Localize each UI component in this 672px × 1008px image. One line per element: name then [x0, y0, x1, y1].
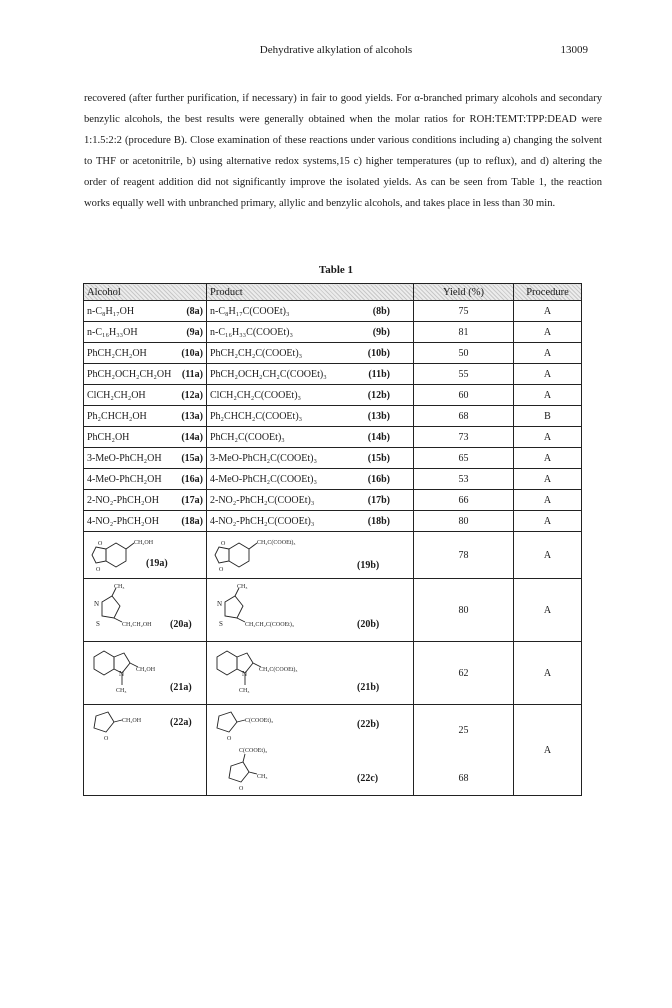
- product-cell: [207, 343, 414, 364]
- alcohol-code: (21a): [170, 682, 192, 693]
- product-code: (14b): [367, 431, 390, 443]
- alcohol-cell: [84, 448, 207, 469]
- product-name: PhCH₂OCH₂CH₂C(COOEt)₃: [210, 368, 327, 380]
- product-name: PhCH₂CH₂C(COOEt)₃: [210, 347, 303, 359]
- product-code: (22b): [357, 719, 380, 730]
- alcohol-code: (17a): [181, 494, 203, 506]
- alcohol-name: ClCH₂CH₂OH: [87, 389, 146, 401]
- yield-cell: 62: [414, 642, 514, 705]
- procedure-cell: A: [514, 343, 582, 364]
- svg-text:O: O: [221, 541, 226, 547]
- benzodioxole-product-icon: [211, 535, 361, 577]
- yield-cell: 75: [414, 301, 514, 322]
- alcohol-name: PhCH₂OH: [87, 431, 130, 443]
- procedure-cell: A: [514, 490, 582, 511]
- procedure-cell: A: [514, 448, 582, 469]
- indole-icon: [88, 645, 198, 703]
- table-row: [84, 406, 582, 427]
- yield-cell: 73: [414, 427, 514, 448]
- table-row: [84, 343, 582, 364]
- product-name: n-C₁₆H₃₃C(COOEt)₃: [210, 326, 293, 338]
- alcohol-structure-20: [84, 579, 207, 642]
- body-paragraph: [84, 88, 602, 214]
- svg-text:N: N: [242, 670, 248, 678]
- svg-text:O: O: [98, 541, 103, 547]
- procedure-cell: A: [514, 642, 582, 705]
- page-number: 13009: [560, 44, 588, 56]
- product-code: (10b): [367, 347, 390, 359]
- product-name: Ph₂CHCH₂C(COOEt)₃: [210, 410, 303, 422]
- product-name: 4-NO₂-PhCH₂C(COOEt)₃: [210, 515, 315, 527]
- alcohol-name: 2-NO₂-PhCH₂OH: [87, 494, 159, 506]
- substituent-label-2: C(COOEt)₃: [239, 748, 268, 754]
- product-name: 4-MeO-PhCH₂C(COOEt)₃: [210, 473, 317, 485]
- indole-product-icon: [211, 645, 361, 703]
- alcohol-code: (19a): [146, 558, 168, 569]
- product-code: (21b): [357, 682, 380, 693]
- table-row: [84, 364, 582, 385]
- product-name: n-C₈H₁₇C(COOEt)₃: [210, 305, 290, 317]
- yield-cell: 66: [414, 490, 514, 511]
- product-cell: [207, 511, 414, 532]
- alcohol-name: Ph₂CHCH₂OH: [87, 410, 147, 422]
- alcohol-structure-21: [84, 642, 207, 705]
- alcohol-name: 4-NO₂-PhCH₂OH: [87, 515, 159, 527]
- benzodioxole-icon: [88, 535, 198, 577]
- yield-cell: 50: [414, 343, 514, 364]
- product-cell: [207, 364, 414, 385]
- product-cell: [207, 427, 414, 448]
- table-row: [84, 322, 582, 343]
- substituent-label: CH₂OH: [122, 718, 142, 724]
- table-row: [84, 301, 582, 322]
- alcohol-code: (9a): [186, 326, 203, 338]
- alcohol-code: (8a): [186, 305, 203, 317]
- alcohol-cell: [84, 406, 207, 427]
- yield-cell: 68: [414, 406, 514, 427]
- product-structure-21: [207, 642, 414, 705]
- procedure-cell: B: [514, 406, 582, 427]
- product-cell: [207, 301, 414, 322]
- product-code: (18b): [367, 515, 390, 527]
- table-row: [84, 427, 582, 448]
- product-code: (13b): [367, 410, 390, 422]
- product-code: (8b): [372, 305, 390, 317]
- product-code: (11b): [368, 368, 390, 380]
- yield-22b: 25: [458, 725, 469, 736]
- thiazole-product-icon: [211, 582, 361, 640]
- table-caption: Table 1: [318, 264, 354, 276]
- svg-text:S: S: [96, 620, 100, 628]
- alcohol-cell: [84, 301, 207, 322]
- alcohol-cell: [84, 343, 207, 364]
- furan-products-icon: [211, 708, 361, 794]
- results-table: [83, 283, 582, 796]
- svg-text:O: O: [104, 736, 109, 742]
- product-code-2: (22c): [357, 773, 379, 784]
- product-name: ClCH₂CH₂C(COOEt)₃: [210, 389, 302, 401]
- product-structure-19: [207, 532, 414, 579]
- substituent-label: CH₂OH: [136, 667, 156, 673]
- substituent-label: CH₂CH₂OH: [122, 622, 152, 628]
- svg-text:O: O: [96, 567, 101, 573]
- alcohol-cell: [84, 322, 207, 343]
- yield-cell: 80: [414, 579, 514, 642]
- procedure-cell: A: [514, 364, 582, 385]
- svg-text:O: O: [239, 786, 244, 792]
- product-cell: [207, 322, 414, 343]
- structure-row-20: [84, 579, 582, 642]
- product-cell: [207, 448, 414, 469]
- table-row: [84, 490, 582, 511]
- product-name: 2-NO₂-PhCH₂C(COOEt)₃: [210, 494, 315, 506]
- yield-cell: 78: [414, 532, 514, 579]
- methyl-label: CH₃: [237, 584, 248, 590]
- yield-22c: 68: [458, 773, 469, 784]
- procedure-cell: A: [514, 469, 582, 490]
- procedure-cell: A: [514, 705, 582, 796]
- structure-row-19: [84, 532, 582, 579]
- header-product: Product: [207, 284, 414, 301]
- procedure-cell: A: [514, 532, 582, 579]
- svg-text:N: N: [119, 670, 125, 678]
- body-paragraph-text: recovered (after further purification, if necessary) in fair to good yields. For α-branched primary alcohols and secondary benzylic alcohols, the best results were generally obtained when the molar ratios for ROH:TEMT:TPP:DEAD were 1:1.5:2:2 (procedure B). Close examination of these reactions under various conditions including a) changing the solvent to THF or acetonitrile, b) using alternative redox systems,15 c) higher temperatures (up to reflux), and d) altering the order of reagent addition did not significantly improve the isolated yields. As can be seen from Table 1, the reaction works equally well with unbranched primary, allylic and benzylic alcohols, and takes place in less than 30 min.: [84, 93, 602, 209]
- thiazole-icon: [88, 582, 198, 640]
- product-name: 3-MeO-PhCH₂C(COOEt)₃: [210, 452, 317, 464]
- alcohol-code: (20a): [170, 619, 192, 630]
- substituent-label: C(COOEt)₃: [245, 718, 274, 724]
- structure-row-22: [84, 705, 582, 796]
- yield-cell: 80: [414, 511, 514, 532]
- product-code: (12b): [367, 389, 390, 401]
- svg-text:N: N: [217, 600, 223, 608]
- substituent-label: CH₂OH: [134, 540, 154, 546]
- product-structure-22: [207, 705, 414, 796]
- table-header-row: [84, 284, 582, 301]
- alcohol-code: (10a): [181, 347, 203, 359]
- alcohol-name: n-C₈H₁₇OH: [87, 305, 135, 317]
- methyl-label: CH₃: [116, 688, 127, 694]
- yield-cell: 53: [414, 469, 514, 490]
- alcohol-code: (11a): [181, 368, 203, 380]
- alcohol-code: (16a): [181, 473, 203, 485]
- table-row: [84, 448, 582, 469]
- yield-cell: 60: [414, 385, 514, 406]
- procedure-cell: A: [514, 579, 582, 642]
- product-structure-20: [207, 579, 414, 642]
- header-yield: Yield (%): [414, 284, 514, 301]
- table-row: [84, 385, 582, 406]
- procedure-cell: A: [514, 385, 582, 406]
- procedure-cell: A: [514, 427, 582, 448]
- procedure-cell: A: [514, 322, 582, 343]
- alcohol-name: n-C₁₆H₃₃OH: [87, 326, 138, 338]
- substituent-label: CH₂C(COOEt)₃: [259, 667, 298, 673]
- yield-cell: 55: [414, 364, 514, 385]
- alcohol-cell: [84, 427, 207, 448]
- svg-text:O: O: [219, 567, 224, 573]
- yield-cell: 81: [414, 322, 514, 343]
- alcohol-code: (12a): [181, 389, 203, 401]
- alcohol-code: (15a): [181, 452, 203, 464]
- alcohol-name: 4-MeO-PhCH₂OH: [87, 473, 162, 485]
- alcohol-structure-22: [84, 705, 207, 796]
- procedure-cell: A: [514, 301, 582, 322]
- table-row: [84, 469, 582, 490]
- product-code: (16b): [367, 473, 390, 485]
- alcohol-cell: [84, 490, 207, 511]
- alcohol-name: 3-MeO-PhCH₂OH: [87, 452, 162, 464]
- alcohol-name: PhCH₂OCH₂CH₂OH: [87, 368, 172, 380]
- yield-cell: [414, 705, 514, 796]
- alcohol-cell: [84, 364, 207, 385]
- product-code: (19b): [357, 560, 380, 571]
- product-cell: [207, 490, 414, 511]
- procedure-cell: A: [514, 511, 582, 532]
- alcohol-code: (14a): [181, 431, 203, 443]
- product-code: (17b): [367, 494, 390, 506]
- alcohol-cell: [84, 385, 207, 406]
- methyl-label: CH₃: [257, 774, 268, 780]
- structure-row-21: [84, 642, 582, 705]
- alcohol-code: (18a): [181, 515, 203, 527]
- alcohol-cell: [84, 469, 207, 490]
- alcohol-structure-19: [84, 532, 207, 579]
- table-row: [84, 511, 582, 532]
- product-code: (9b): [372, 326, 390, 338]
- alcohol-cell: [84, 511, 207, 532]
- product-code: (20b): [357, 619, 380, 630]
- product-code: (15b): [367, 452, 390, 464]
- alcohol-code: (13a): [181, 410, 203, 422]
- svg-text:S: S: [219, 620, 223, 628]
- header-alcohol: Alcohol: [84, 284, 207, 301]
- svg-text:N: N: [94, 600, 100, 608]
- header-procedure: Procedure: [514, 284, 582, 301]
- product-cell: [207, 469, 414, 490]
- alcohol-name: PhCH₂CH₂OH: [87, 347, 147, 359]
- alcohol-code: (22a): [170, 717, 192, 728]
- methyl-label: CH₃: [114, 584, 125, 590]
- product-cell: [207, 385, 414, 406]
- yield-cell: 65: [414, 448, 514, 469]
- methyl-label: CH₃: [239, 688, 250, 694]
- product-name: PhCH₂C(COOEt)₃: [210, 431, 285, 443]
- product-cell: [207, 406, 414, 427]
- substituent-label: CH₂C(COOEt)₃: [257, 540, 296, 546]
- running-title: Dehydrative alkylation of alcohols: [259, 44, 413, 56]
- svg-text:O: O: [227, 736, 232, 742]
- substituent-label: CH₂CH₂C(COOEt)₃: [245, 622, 294, 628]
